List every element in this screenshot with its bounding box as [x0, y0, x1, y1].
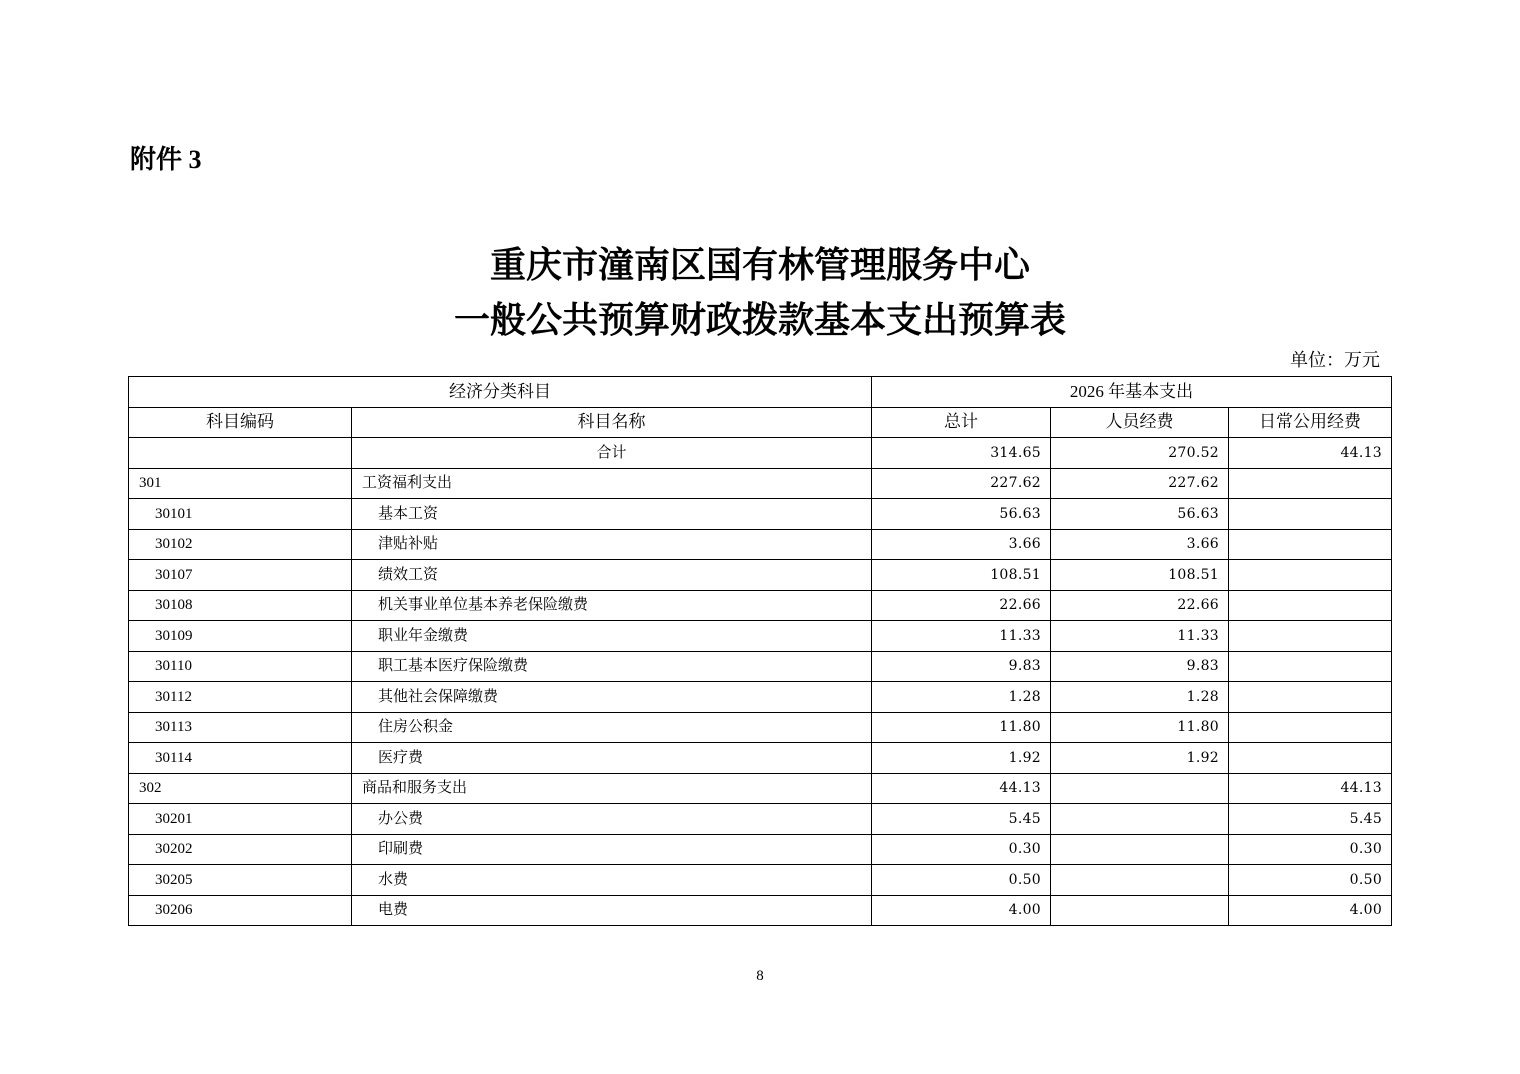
header-classification: 经济分类科目: [129, 377, 872, 408]
cell-public: [1229, 621, 1392, 652]
attachment-label: 附件 3: [130, 145, 202, 174]
cell-name: 机关事业单位基本养老保险缴费: [352, 590, 872, 621]
cell-public: [1229, 468, 1392, 499]
header-public: 日常公用经费: [1229, 407, 1392, 438]
table-row: [129, 865, 1392, 896]
cell-name: 电费: [352, 895, 872, 926]
cell-personnel: 11.33: [1051, 621, 1229, 652]
table-row: [129, 560, 1392, 591]
cell-personnel: 22.66: [1051, 590, 1229, 621]
cell-name: 职业年金缴费: [352, 621, 872, 652]
cell-personnel: [1051, 834, 1229, 865]
header-personnel: 人员经费: [1051, 407, 1229, 438]
table-row: [129, 712, 1392, 743]
cell-personnel: 1.92: [1051, 743, 1229, 774]
table-row: [129, 590, 1392, 621]
cell-code: 302: [129, 773, 352, 804]
cell-public: [1229, 712, 1392, 743]
cell-name: 职工基本医疗保险缴费: [352, 651, 872, 682]
header-code: 科目编码: [129, 407, 352, 438]
cell-public: 4.00: [1229, 895, 1392, 926]
budget-table: [128, 376, 1392, 926]
cell-total: 0.50: [872, 865, 1051, 896]
table-row: [129, 499, 1392, 530]
cell-name: 住房公积金: [352, 712, 872, 743]
header-budget-year: 2026 年基本支出: [872, 377, 1392, 408]
table-row: [129, 682, 1392, 713]
cell-name: 商品和服务支出: [352, 773, 872, 804]
table-row: [129, 743, 1392, 774]
cell-total: 4.00: [872, 895, 1051, 926]
cell-public: 44.13: [1229, 438, 1392, 469]
cell-total: 1.92: [872, 743, 1051, 774]
cell-public: 0.50: [1229, 865, 1392, 896]
cell-total: 314.65: [872, 438, 1051, 469]
cell-public: 5.45: [1229, 804, 1392, 835]
table-row: [129, 438, 1392, 469]
cell-code: [129, 438, 352, 469]
cell-total: 108.51: [872, 560, 1051, 591]
cell-total: 22.66: [872, 590, 1051, 621]
cell-total: 0.30: [872, 834, 1051, 865]
cell-code: 301: [129, 468, 352, 499]
cell-total: 3.66: [872, 529, 1051, 560]
cell-code: 30205: [129, 865, 352, 896]
unit-label: 单位：万元: [1290, 350, 1380, 370]
cell-name: 津贴补贴: [352, 529, 872, 560]
cell-public: [1229, 651, 1392, 682]
cell-code: 30110: [129, 651, 352, 682]
cell-personnel: [1051, 804, 1229, 835]
table-row: [129, 804, 1392, 835]
cell-code: 30102: [129, 529, 352, 560]
cell-public: [1229, 682, 1392, 713]
cell-code: 30107: [129, 560, 352, 591]
table-row: [129, 651, 1392, 682]
cell-personnel: 9.83: [1051, 651, 1229, 682]
table-row: [129, 895, 1392, 926]
cell-code: 30101: [129, 499, 352, 530]
cell-personnel: 227.62: [1051, 468, 1229, 499]
cell-code: 30112: [129, 682, 352, 713]
cell-personnel: 56.63: [1051, 499, 1229, 530]
cell-personnel: 1.28: [1051, 682, 1229, 713]
document-title-line-2: 一般公共预算财政拨款基本支出预算表: [453, 300, 1066, 340]
cell-total: 5.45: [872, 804, 1051, 835]
cell-name: 办公费: [352, 804, 872, 835]
cell-personnel: 108.51: [1051, 560, 1229, 591]
table-row: [129, 621, 1392, 652]
cell-public: [1229, 590, 1392, 621]
cell-public: 44.13: [1229, 773, 1392, 804]
cell-total: 11.80: [872, 712, 1051, 743]
cell-code: 30206: [129, 895, 352, 926]
cell-personnel: 11.80: [1051, 712, 1229, 743]
header-name: 科目名称: [352, 407, 872, 438]
cell-total: 9.83: [872, 651, 1051, 682]
table-row: [129, 834, 1392, 865]
cell-name: 水费: [352, 865, 872, 896]
cell-total: 44.13: [872, 773, 1051, 804]
cell-name: 绩效工资: [352, 560, 872, 591]
cell-code: 30201: [129, 804, 352, 835]
column-header-row: [129, 407, 1392, 438]
cell-name: 工资福利支出: [352, 468, 872, 499]
cell-public: 0.30: [1229, 834, 1392, 865]
cell-personnel: [1051, 865, 1229, 896]
cell-name: 医疗费: [352, 743, 872, 774]
cell-public: [1229, 499, 1392, 530]
cell-name: 其他社会保障缴费: [352, 682, 872, 713]
document-title-line-1: 重庆市潼南区国有林管理服务中心: [489, 245, 1030, 285]
cell-name: 合计: [352, 438, 872, 469]
cell-personnel: [1051, 895, 1229, 926]
cell-total: 11.33: [872, 621, 1051, 652]
cell-code: 30108: [129, 590, 352, 621]
cell-public: [1229, 560, 1392, 591]
cell-code: 30109: [129, 621, 352, 652]
table-row: [129, 529, 1392, 560]
cell-personnel: [1051, 773, 1229, 804]
cell-name: 印刷费: [352, 834, 872, 865]
header-total: 总计: [872, 407, 1051, 438]
table-row: [129, 468, 1392, 499]
cell-public: [1229, 743, 1392, 774]
cell-public: [1229, 529, 1392, 560]
cell-code: 30114: [129, 743, 352, 774]
cell-total: 56.63: [872, 499, 1051, 530]
cell-personnel: 270.52: [1051, 438, 1229, 469]
page-number: 8: [756, 968, 764, 984]
cell-total: 227.62: [872, 468, 1051, 499]
cell-personnel: 3.66: [1051, 529, 1229, 560]
cell-code: 30113: [129, 712, 352, 743]
cell-code: 30202: [129, 834, 352, 865]
group-header-row: [129, 377, 1392, 408]
cell-total: 1.28: [872, 682, 1051, 713]
table-row: [129, 773, 1392, 804]
cell-name: 基本工资: [352, 499, 872, 530]
